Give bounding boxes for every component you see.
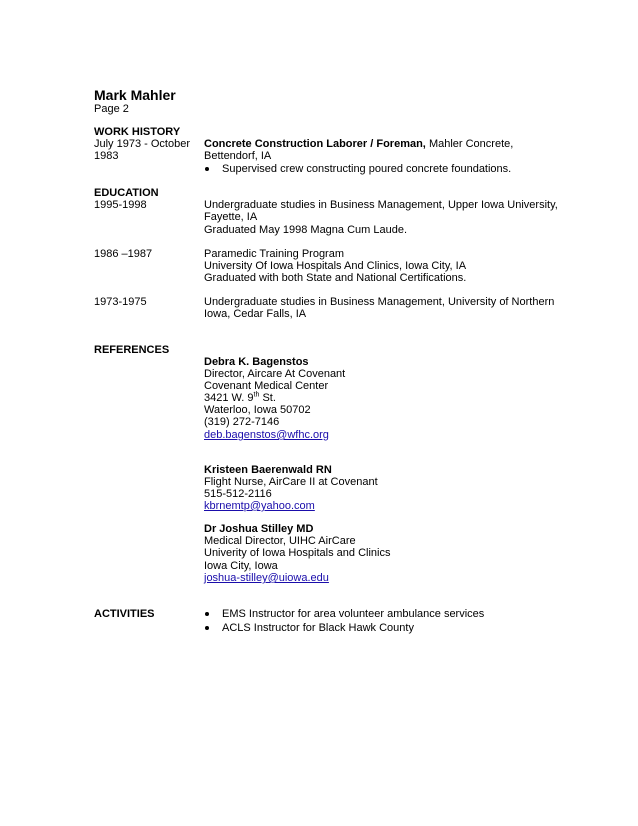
- education-line: Fayette, IA: [204, 211, 258, 223]
- education-date: 1995-1998: [94, 199, 147, 211]
- education-line: Iowa, Cedar Falls, IA: [204, 308, 307, 320]
- work-date-line1: July 1973 - October: [94, 138, 190, 150]
- work-location: Bettendorf, IA: [204, 150, 272, 162]
- page-number: Page 2: [94, 103, 129, 115]
- reference-name: Debra K. Bagenstos: [204, 356, 309, 368]
- bullet-icon: [205, 626, 209, 630]
- bullet-icon: [205, 612, 209, 616]
- reference-title: Director, Aircare At Covenant: [204, 368, 346, 380]
- reference-city: Iowa City, Iowa: [204, 560, 278, 572]
- education-line: Undergraduate studies in Business Management, Upper Iowa University,: [204, 199, 558, 211]
- reference-org: Univerity of Iowa Hospitals and Clinics: [204, 547, 391, 559]
- activities-heading: ACTIVITIES: [94, 608, 155, 620]
- education-line: Graduated May 1998 Magna Cum Laude.: [204, 224, 408, 236]
- reference-email-link[interactable]: deb.bagenstos@wfhc.org: [204, 429, 329, 441]
- education-line: Paramedic Training Program: [204, 248, 345, 260]
- activity-item: EMS Instructor for area volunteer ambulance services: [222, 608, 485, 620]
- reference-email-link[interactable]: joshua-stilley@uiowa.edu: [204, 572, 329, 584]
- reference-phone: (319) 272-7146: [204, 416, 280, 428]
- street-text: 3421 W. 9: [204, 392, 254, 404]
- reference-name: Dr Joshua Stilley MD: [204, 523, 314, 535]
- education-line: University Of Iowa Hospitals And Clinics, Iowa City, IA: [204, 260, 467, 272]
- education-heading: EDUCATION: [94, 187, 159, 199]
- work-date-line2: 1983: [94, 150, 119, 162]
- activity-item: ACLS Instructor for Black Hawk County: [222, 622, 414, 634]
- candidate-name: Mark Mahler: [94, 87, 176, 103]
- street-ordinal: th: [253, 391, 260, 399]
- reference-city: Waterloo, Iowa 50702: [204, 404, 311, 416]
- reference-title: Medical Director, UIHC AirCare: [204, 535, 356, 547]
- references-heading: REFERENCES: [94, 344, 170, 356]
- reference-org: Covenant Medical Center: [204, 380, 329, 392]
- work-title: Concrete Construction Laborer / Foreman,: [204, 138, 426, 150]
- education-line: Graduated with both State and National Certifications.: [204, 272, 467, 284]
- education-date: 1973-1975: [94, 296, 147, 308]
- work-title-line: [204, 138, 513, 150]
- reference-name: Kristeen Baerenwald RN: [204, 464, 332, 476]
- work-bullet-text: Supervised crew constructing poured concrete foundations.: [222, 163, 512, 175]
- bullet-icon: [205, 167, 209, 171]
- education-date: 1986 –1987: [94, 248, 153, 260]
- reference-title: Flight Nurse, AirCare II at Covenant: [204, 476, 378, 488]
- work-history-heading: WORK HISTORY: [94, 126, 181, 138]
- work-employer: Mahler Concrete,: [428, 138, 514, 150]
- reference-email-link[interactable]: kbrnemtp@yahoo.com: [204, 500, 315, 512]
- education-line: Undergraduate studies in Business Management, University of Northern: [204, 296, 555, 308]
- reference-street: [204, 392, 276, 404]
- reference-phone: 515-512-2116: [204, 488, 272, 500]
- street-suffix: St.: [259, 392, 276, 404]
